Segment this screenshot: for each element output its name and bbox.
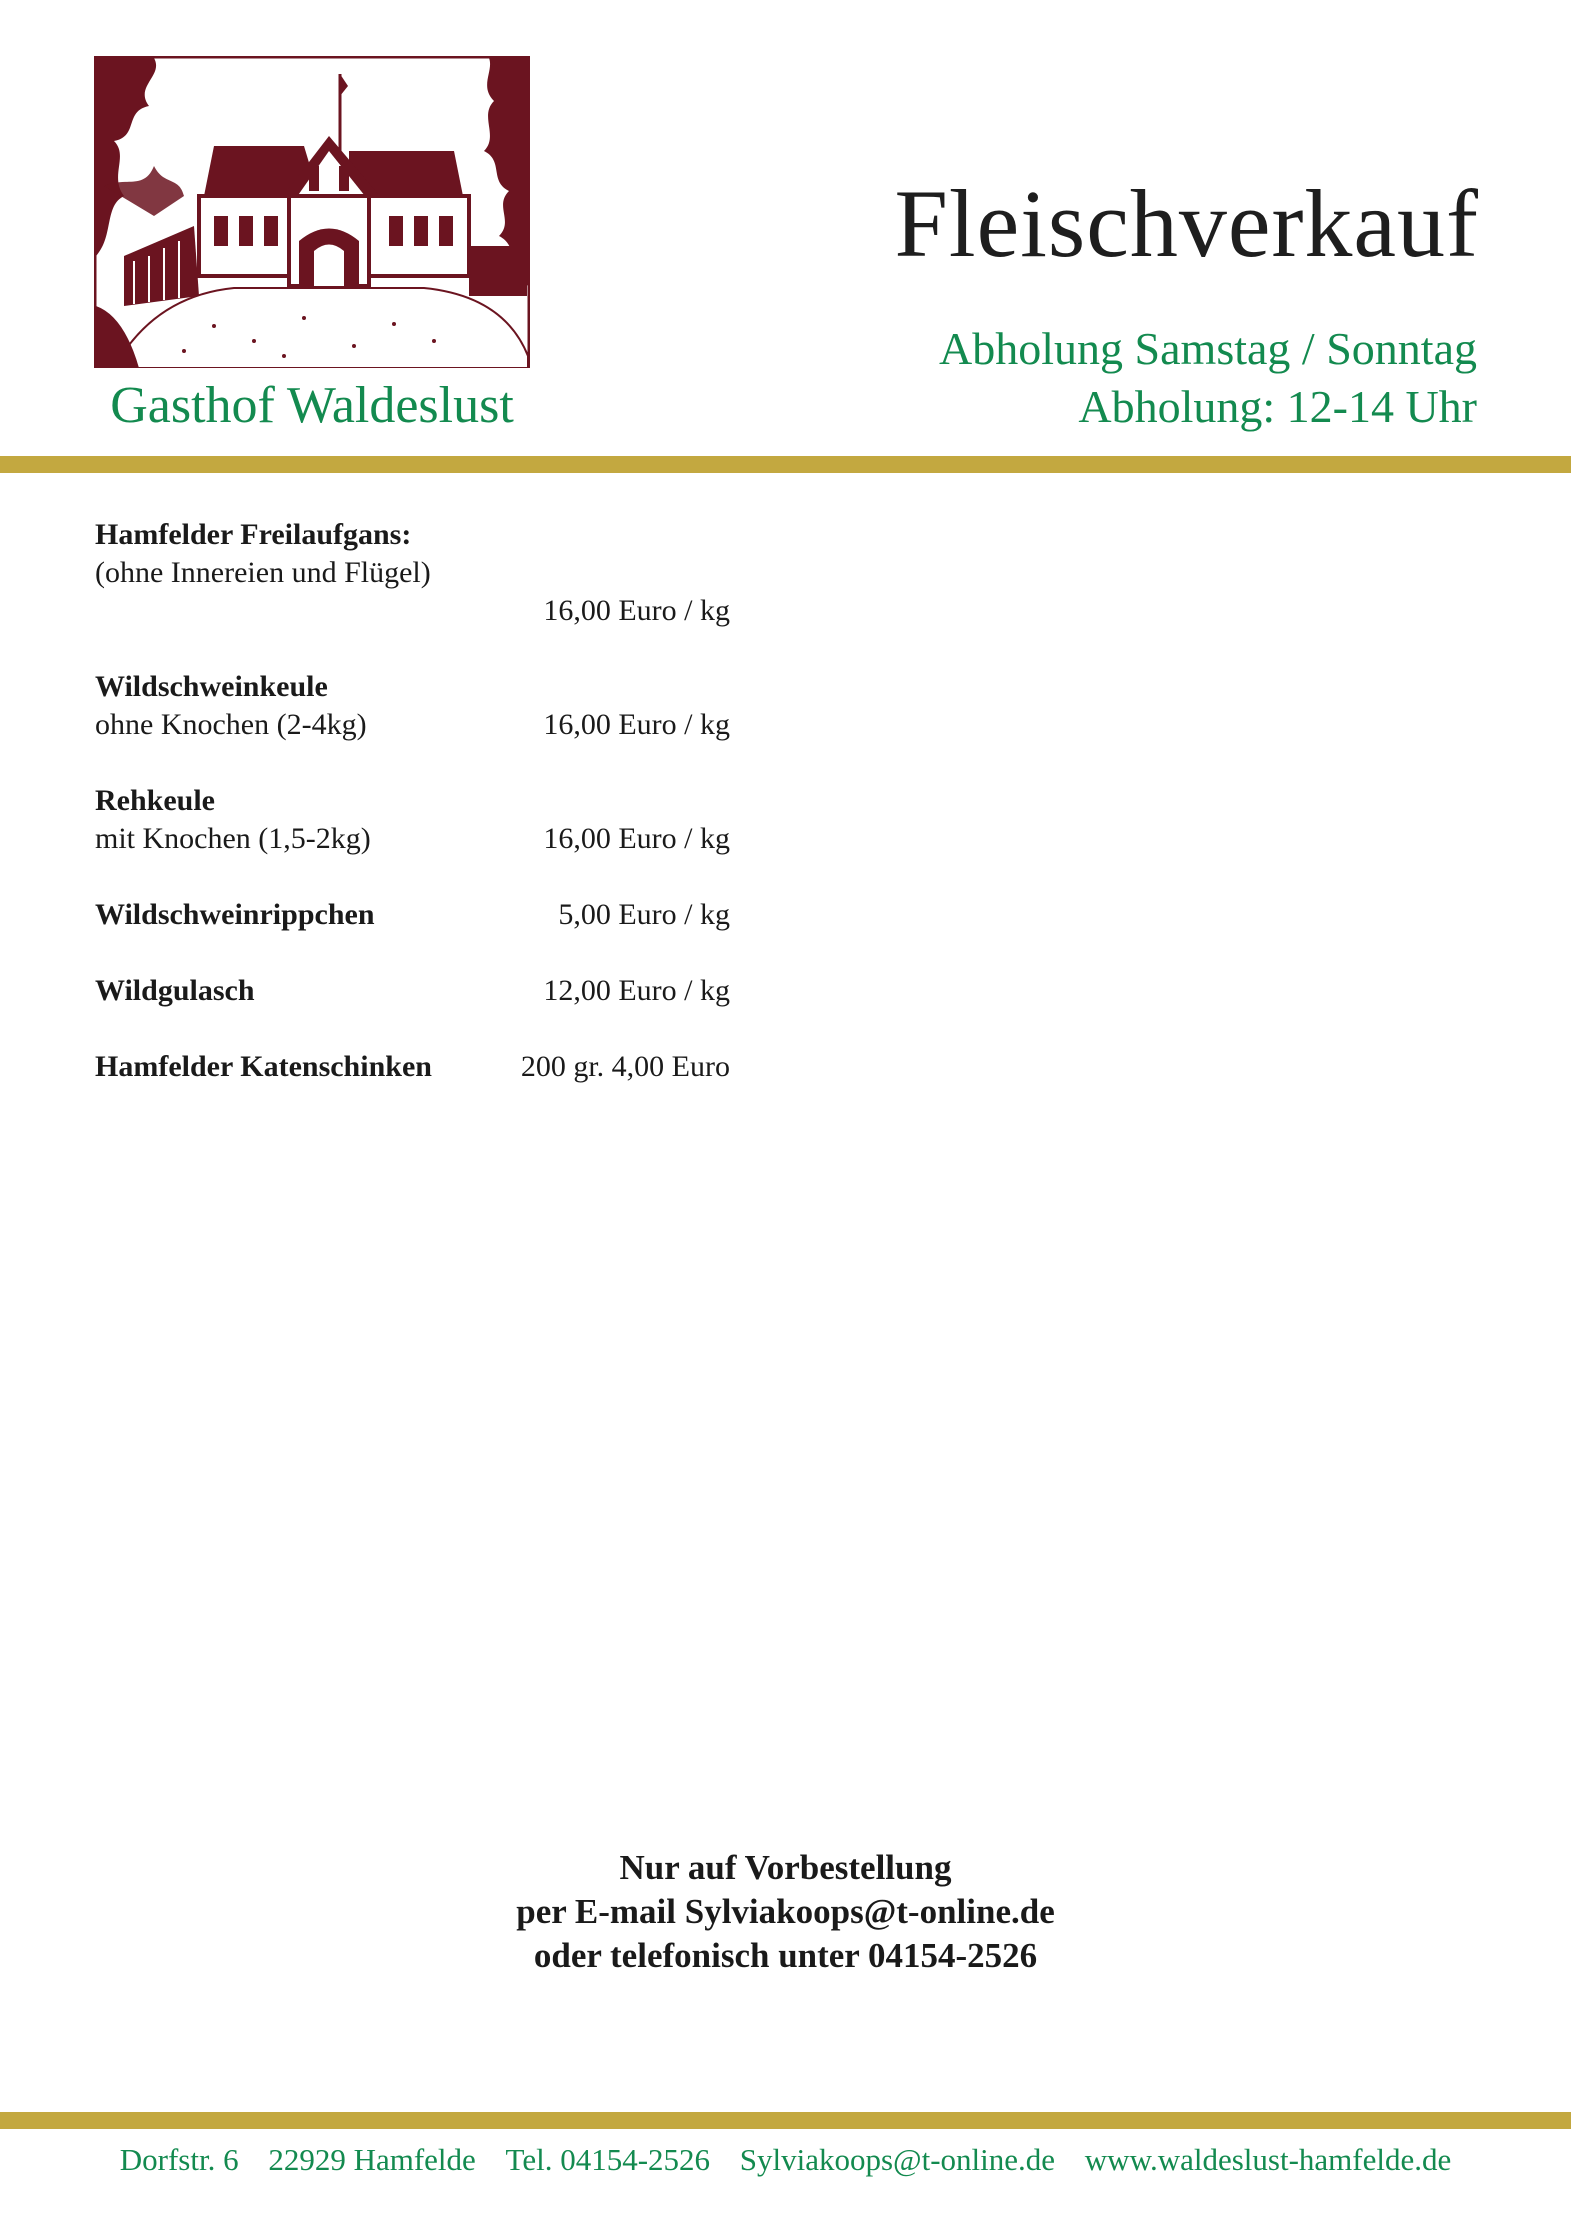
preorder-heading: Nur auf Vorbestellung	[619, 1848, 952, 1887]
item-price: 12,00 Euro / kg	[543, 974, 730, 1007]
list-item	[95, 896, 730, 934]
list-item	[95, 1048, 730, 1086]
footer-website-link[interactable]: www.waldeslust-hamfelde.de	[1084, 2142, 1452, 2177]
item-name: Hamfelder Freilaufgans:	[95, 518, 412, 551]
item-name: Rehkeule	[95, 784, 215, 817]
item-name: Wildschweinrippchen	[95, 898, 375, 931]
item-price: 200 gr. 4,00 Euro	[520, 1050, 730, 1083]
item-name: Hamfelder Katenschinken	[95, 1050, 432, 1083]
list-item	[95, 782, 730, 858]
brand-name: Gasthof Waldeslust	[110, 377, 514, 434]
list-item	[95, 668, 730, 744]
gasthof-logo-illustration	[94, 56, 530, 368]
item-name: Wildgulasch	[95, 974, 255, 1007]
footer-contact	[0, 2142, 1571, 2178]
item-detail: (ohne Innereien und Flügel)	[95, 556, 431, 589]
price-list	[95, 516, 730, 1086]
header-divider	[0, 456, 1571, 473]
item-price: 16,00 Euro / kg	[543, 594, 730, 627]
preorder-email-line: per E-mail Sylviakoops@t-online.de	[516, 1892, 1055, 1931]
footer-city: 22929 Hamfelde	[268, 2142, 476, 2177]
list-item	[95, 972, 730, 1010]
item-name: Wildschweinkeule	[95, 670, 328, 703]
footer-street: Dorfstr. 6	[119, 2142, 239, 2177]
item-price: 5,00 Euro / kg	[558, 898, 730, 931]
item-price: 16,00 Euro / kg	[543, 822, 730, 855]
preorder-note	[0, 1846, 1571, 1978]
pickup-days: Abholung Samstag / Sonntag	[939, 323, 1477, 374]
item-detail: mit Knochen (1,5-2kg)	[95, 822, 371, 855]
item-price: 16,00 Euro / kg	[543, 708, 730, 741]
footer-email-link[interactable]: Sylviakoops@t-online.de	[739, 2142, 1056, 2177]
pickup-time: Abholung: 12-14 Uhr	[1078, 381, 1477, 432]
preorder-phone-line: oder telefonisch unter 04154-2526	[533, 1936, 1038, 1975]
footer-divider	[0, 2112, 1571, 2129]
item-detail: ohne Knochen (2-4kg)	[95, 708, 367, 741]
list-item	[95, 516, 730, 630]
footer-phone: Tel. 04154-2526	[505, 2142, 711, 2177]
page-title: Fleischverkauf	[894, 170, 1479, 277]
